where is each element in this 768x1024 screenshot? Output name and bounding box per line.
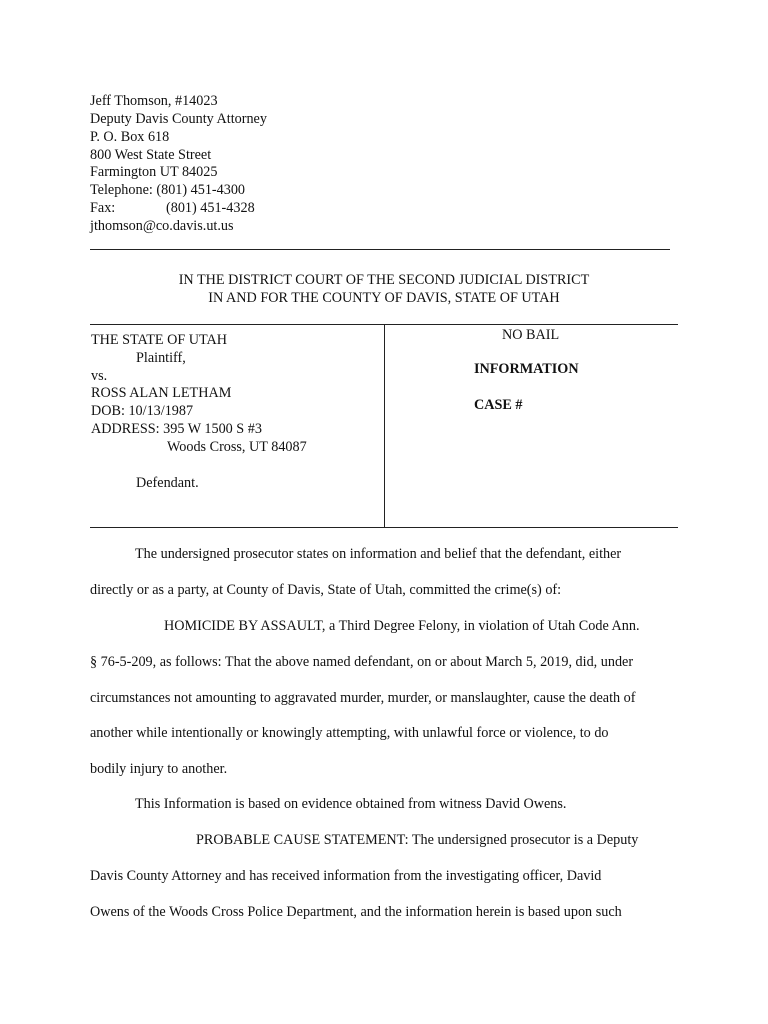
- intro-paragraph-line2: directly or as a party, at County of Davis, State of Utah, committed the crime(s) of:: [90, 582, 562, 598]
- attorney-name: Jeff Thomson, #14023: [90, 93, 218, 109]
- attorney-fax-label: Fax:: [90, 200, 116, 216]
- attorney-telephone: Telephone: (801) 451-4300: [90, 182, 246, 198]
- court-heading-line1: IN THE DISTRICT COURT OF THE SECOND JUDICIAL DISTRICT: [178, 272, 590, 288]
- plaintiff-role: Plaintiff,: [136, 350, 186, 366]
- attorney-email[interactable]: jthomson@co.davis.ut.us: [90, 218, 234, 234]
- attorney-fax-number: (801) 451-4328: [166, 200, 255, 216]
- charge-line5: bodily injury to another.: [90, 761, 228, 777]
- plaintiff-name: THE STATE OF UTAH: [91, 332, 228, 348]
- charge-line1: HOMICIDE BY ASSAULT, a Third Degree Felony, in violation of Utah Code Ann.: [164, 618, 640, 634]
- caption-divider: [384, 324, 385, 528]
- attorney-street: 800 West State Street: [90, 147, 212, 163]
- case-number-label: CASE #: [474, 397, 523, 413]
- bail-status: NO BAIL: [502, 327, 560, 343]
- attorney-po-box: P. O. Box 618: [90, 129, 170, 145]
- probable-cause-line2: Davis County Attorney and has received information from the investigating officer, David: [90, 868, 602, 884]
- defendant-address-line1: ADDRESS: 395 W 1500 S #3: [91, 421, 262, 437]
- charge-line2: § 76-5-209, as follows: That the above named defendant, on or about March 5, 2019, did, under: [90, 654, 634, 670]
- defendant-name: ROSS ALAN LETHAM: [91, 385, 232, 401]
- court-heading-line2: IN AND FOR THE COUNTY OF DAVIS, STATE OF UTAH: [208, 290, 560, 306]
- intro-paragraph-line1: The undersigned prosecutor states on information and belief that the defendant, either: [135, 546, 622, 562]
- evidence-statement: This Information is based on evidence obtained from witness David Owens.: [135, 796, 567, 812]
- defendant-address-line2: Woods Cross, UT 84087: [167, 439, 307, 455]
- header-divider: [90, 249, 670, 250]
- charge-line3: circumstances not amounting to aggravated murder, murder, or manslaughter, cause the death of: [90, 690, 636, 706]
- probable-cause-line3: Owens of the Woods Cross Police Department, and the information herein is based upon such: [90, 904, 622, 920]
- attorney-city: Farmington UT 84025: [90, 164, 218, 180]
- charge-line4: another while intentionally or knowingly attempting, with unlawful force or violence, to do: [90, 725, 609, 741]
- attorney-title: Deputy Davis County Attorney: [90, 111, 267, 127]
- defendant-dob: DOB: 10/13/1987: [91, 403, 194, 419]
- versus: vs.: [91, 368, 108, 384]
- defendant-role: Defendant.: [136, 475, 199, 491]
- caption-bottom-rule: [90, 527, 678, 528]
- document-type: INFORMATION: [474, 361, 579, 377]
- probable-cause-line1: PROBABLE CAUSE STATEMENT: The undersigned prosecutor is a Deputy: [196, 832, 639, 848]
